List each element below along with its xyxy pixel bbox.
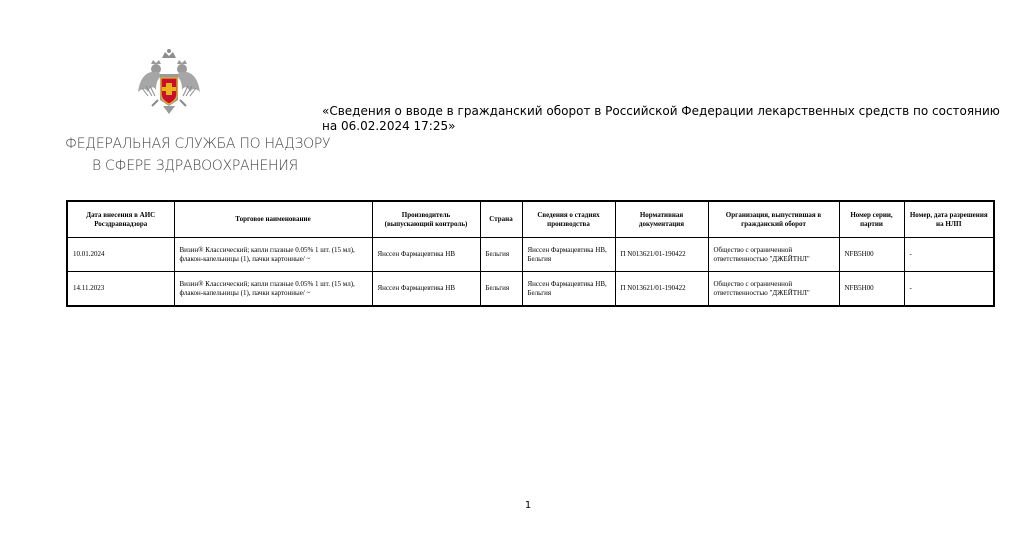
table-cell: Бельгия [480, 238, 522, 272]
table-cell: NFB5H00 [839, 272, 904, 307]
agency-logo [58, 48, 331, 180]
agency-name-line-1: ФЕДЕРАЛЬНАЯ СЛУЖБА ПО НАДЗОРУ [65, 136, 331, 152]
table-header-row [67, 201, 994, 238]
table-row [67, 238, 994, 272]
column-header: Торговое наименование [174, 201, 372, 238]
table-cell: 10.01.2024 [67, 238, 174, 272]
column-header: Производитель (выпускающий контроль) [372, 201, 480, 238]
column-header: Страна [480, 201, 522, 238]
column-header: Сведения о стадиях производства [522, 201, 615, 238]
table-cell: Янссен Фармацевтика НВ, Бельгия [522, 238, 615, 272]
table-row [67, 272, 994, 307]
table-cell: NFB5H00 [839, 238, 904, 272]
column-header: Номер, дата разрешения на НЛП [904, 201, 994, 238]
table-cell: - [904, 272, 994, 307]
table-cell: 14.11.2023 [67, 272, 174, 307]
double-headed-eagle-emblem-icon [136, 48, 202, 122]
table-cell: Янссен Фармацевтика НВ, Бельгия [522, 272, 615, 307]
table-cell: - [904, 238, 994, 272]
column-header: Дата внесения в АИС Росздравнадзора [67, 201, 174, 238]
table-cell: Янссен Фармацевтика НВ [372, 272, 480, 307]
table-cell: Общество с ограниченной ответственностью "ДЖЕЙТНЛ" [708, 272, 839, 307]
table-cell: П N013621/01-190422 [615, 238, 708, 272]
report-title: «Сведения о вводе в гражданский оборот в Российской Федерации лекарственных средств по состоянию на 06.02.2024 17:25» [322, 104, 1000, 133]
table-cell: Янссен Фармацевтика НВ [372, 238, 480, 272]
agency-name-line-2: В СФЕРЕ ЗДРАВООХРАНЕНИЯ [92, 158, 298, 174]
page-number: 1 [524, 500, 532, 511]
table-cell: Визин® Классический; капли глазные 0.05% 1 шт. (15 мл), флакон-капельницы (1), пачки картонные/ ~ [174, 238, 372, 272]
table-cell: Визин® Классический; капли глазные 0.05% 1 шт. (15 мл), флакон-капельницы (1), пачки картонные/ ~ [174, 272, 372, 307]
table-cell: Бельгия [480, 272, 522, 307]
column-header: Нормативная документация [615, 201, 708, 238]
column-header: Организация, выпустившая в гражданский оборот [708, 201, 839, 238]
column-header: Номер серии, партии [839, 201, 904, 238]
table-cell: Общество с ограниченной ответственностью "ДЖЕЙТНЛ" [708, 238, 839, 272]
table-cell: П N013621/01-190422 [615, 272, 708, 307]
drug-circulation-table [66, 200, 995, 307]
